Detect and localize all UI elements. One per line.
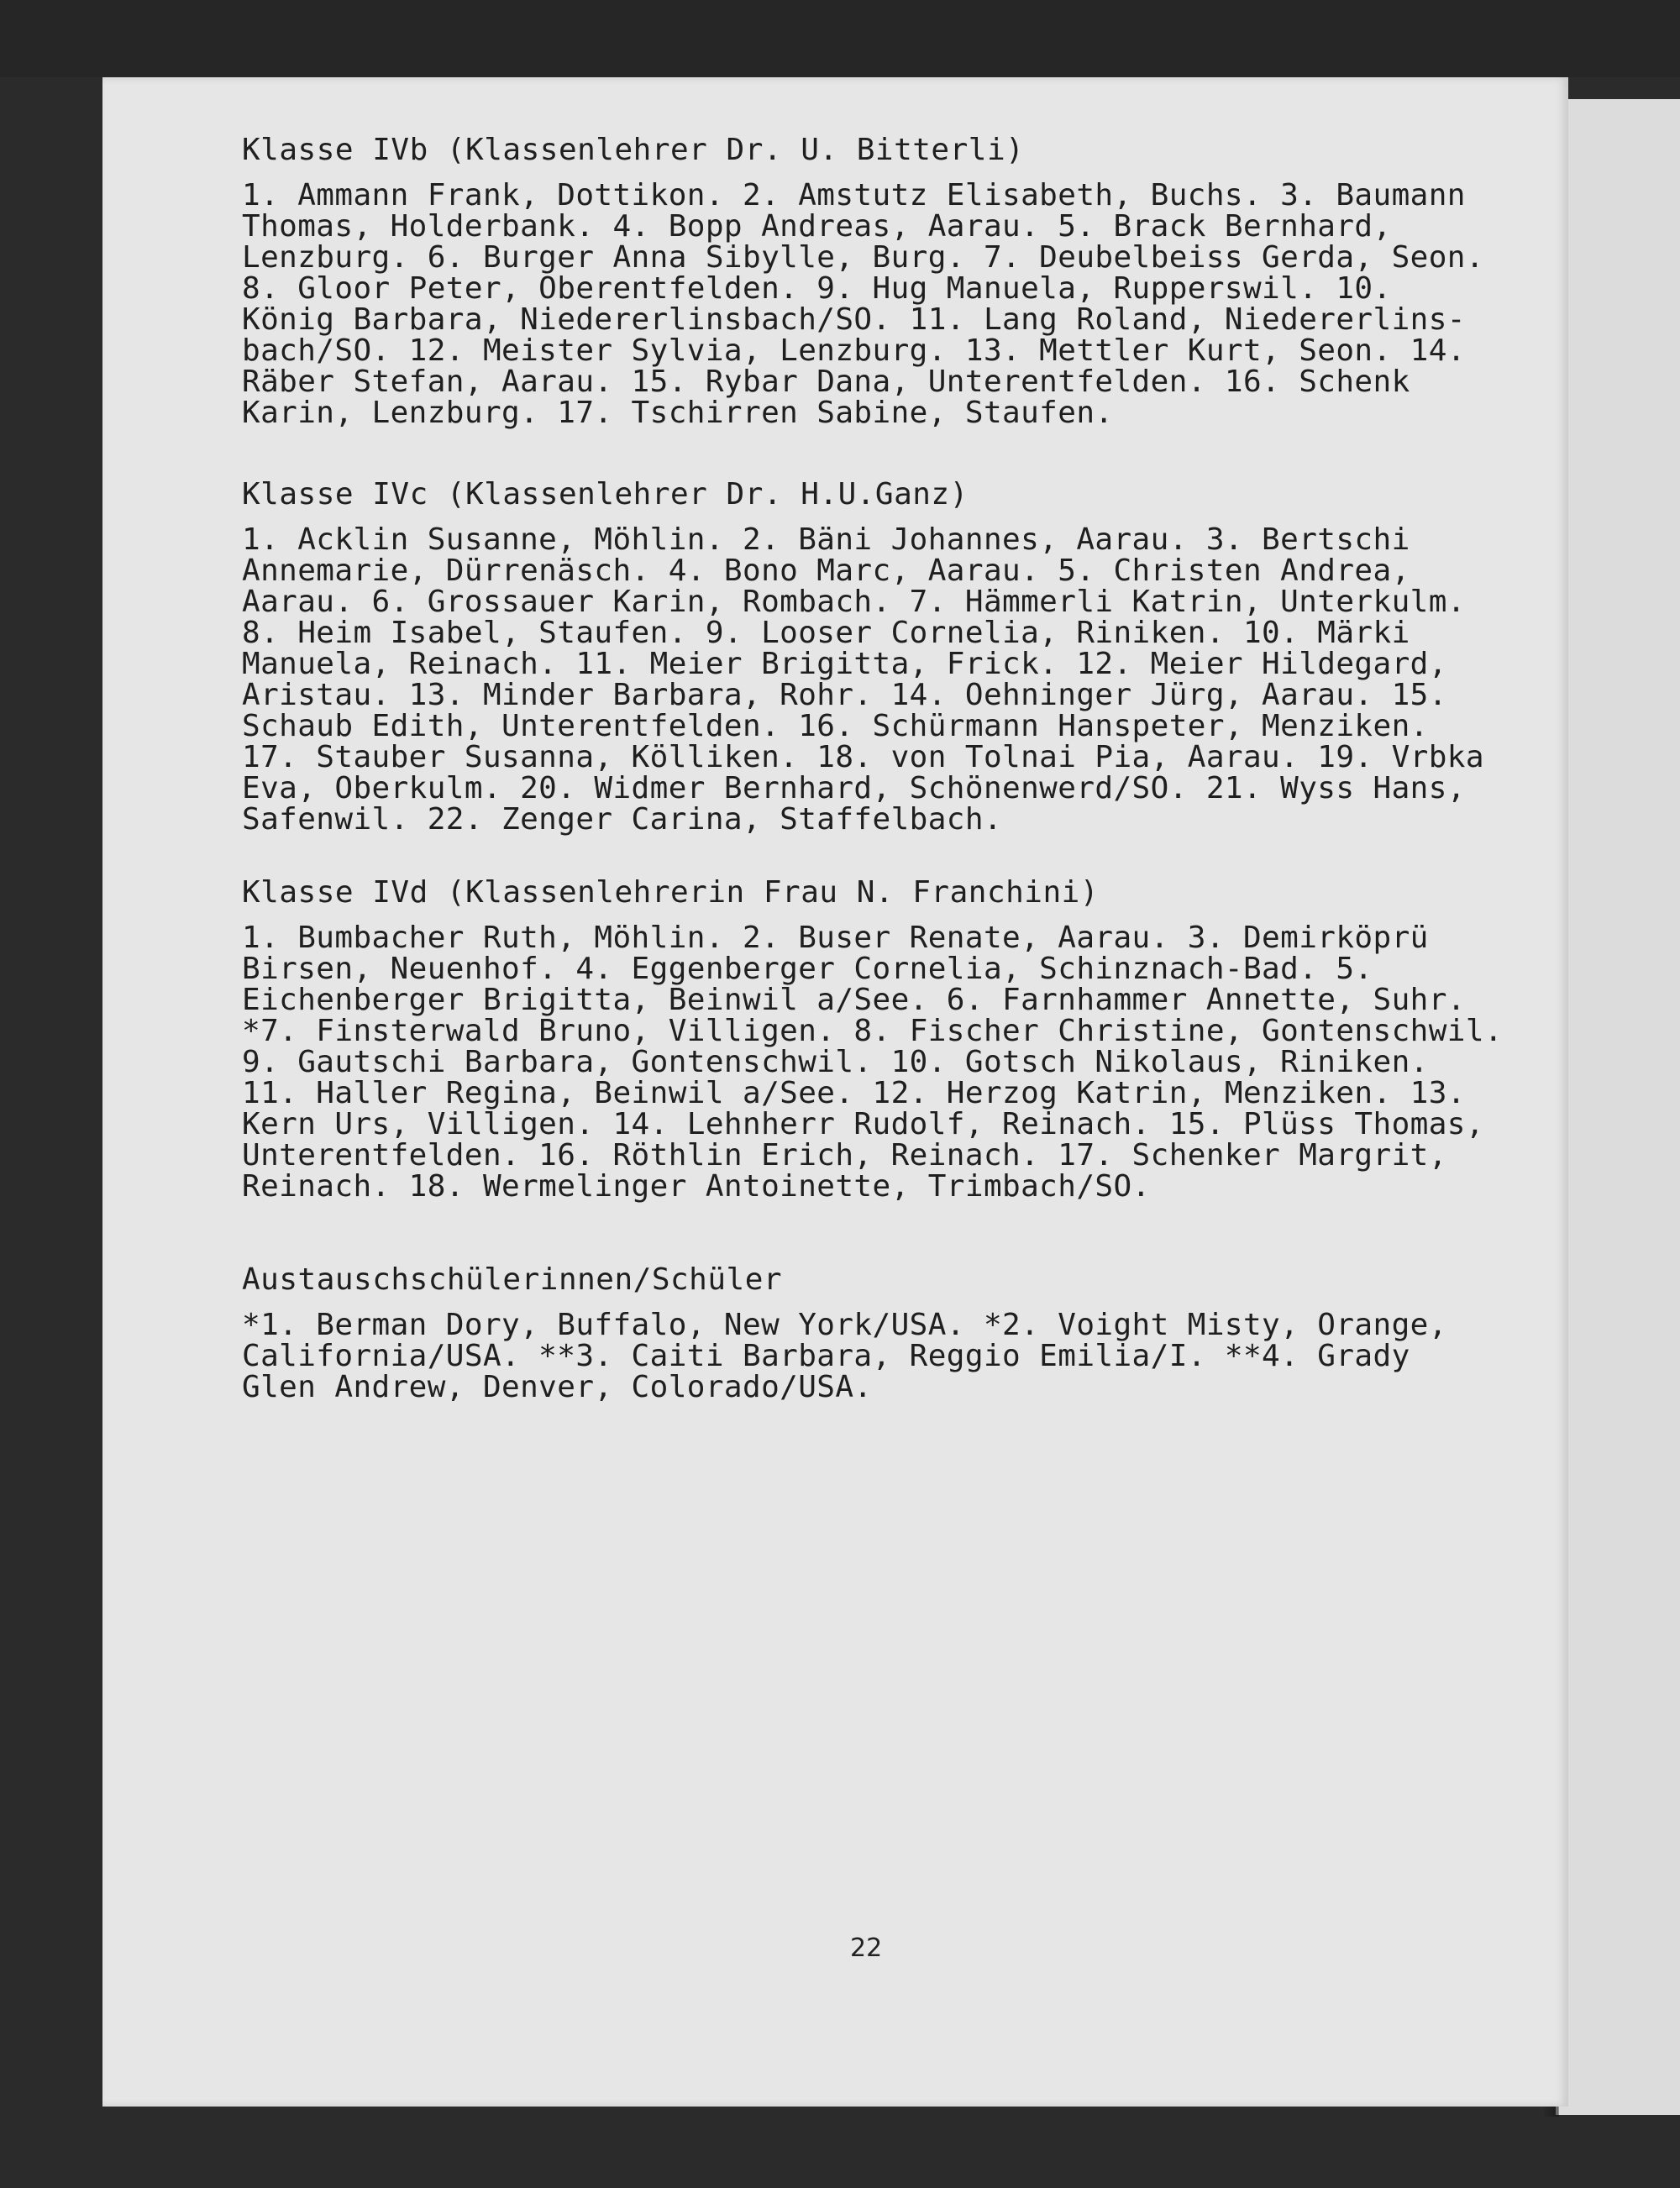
text-line: Manuela, Reinach. 11. Meier Brigitta, Frick. 12. Meier Hildegard, [242,647,1447,681]
text-line: Thomas, Holderbank. 4. Bopp Andreas, Aarau. 5. Brack Bernhard, [242,209,1392,244]
text-line: *7. Finsterwald Bruno, Villigen. 8. Fischer Christine, Gontenschwil. [242,1014,1504,1048]
text-line: König Barbara, Niedererlinsbach/SO. 11. Lang Roland, Niedererlins- [242,302,1466,337]
text-line: Aristau. 13. Minder Barbara, Rohr. 14. Oehninger Jürg, Aarau. 15. [242,678,1447,712]
text-line: Räber Stefan, Aarau. 15. Rybar Dana, Unterentfelden. 16. Schenk [242,365,1410,399]
adjacent-page-edge [1556,99,1680,2115]
page-number: 22 [850,1934,883,1963]
text-line: *1. Berman Dory, Buffalo, New York/USA. *2. Voight Misty, Orange, [242,1308,1447,1342]
text-line: Lenzburg. 6. Burger Anna Sibylle, Burg. 7. Deubelbeiss Gerda, Seon. [242,240,1484,275]
section-heading: Klasse IVc (Klassenlehrer Dr. H.U.Ganz) [242,477,969,512]
section-heading: Austauschschülerinnen/Schüler [242,1262,783,1297]
text-line: 1. Acklin Susanne, Möhlin. 2. Bäni Johannes, Aarau. 3. Bertschi [242,522,1410,557]
text-line: Reinach. 18. Wermelinger Antoinette, Trimbach/SO. [242,1169,1151,1204]
text-line: 8. Gloor Peter, Oberentfelden. 9. Hug Manuela, Rupperswil. 10. [242,271,1392,306]
text-line: 1. Ammann Frank, Dottikon. 2. Amstutz Elisabeth, Buchs. 3. Baumann [242,178,1466,213]
text-line: 11. Haller Regina, Beinwil a/See. 12. Herzog Katrin, Menziken. 13. [242,1076,1466,1110]
text-line: bach/SO. 12. Meister Sylvia, Lenzburg. 13. Mettler Kurt, Seon. 14. [242,333,1466,368]
text-line: Birsen, Neuenhof. 4. Eggenberger Cornelia, Schinznach-Bad. 5. [242,952,1373,986]
section-klasse-ivd [242,877,1503,1202]
text-line: Schaub Edith, Unterentfelden. 16. Schürmann Hanspeter, Menziken. [242,709,1429,743]
text-line: Karin, Lenzburg. 17. Tschirren Sabine, Staufen. [242,396,1114,430]
text-line: California/USA. **3. Caiti Barbara, Reggio Emilia/I. **4. Grady [242,1339,1410,1373]
scan-background-top [0,0,1680,77]
section-heading: Klasse IVd (Klassenlehrerin Frau N. Franchini) [242,875,1099,910]
section-klasse-ivc [242,479,1484,835]
text-line: 1. Bumbacher Ruth, Möhlin. 2. Buser Renate, Aarau. 3. Demirköprü [242,921,1429,955]
text-line: Eichenberger Brigitta, Beinwil a/See. 6. Farnhammer Annette, Suhr. [242,983,1466,1017]
text-line: Unterentfelden. 16. Röthlin Erich, Reinach. 17. Schenker Margrit, [242,1138,1447,1173]
text-line: 17. Stauber Susanna, Kölliken. 18. von Tolnai Pia, Aarau. 19. Vrbka [242,740,1484,774]
section-austauschschueler [242,1264,1447,1403]
text-line: Aarau. 6. Grossauer Karin, Rombach. 7. Hämmerli Katrin, Unterkulm. [242,585,1466,619]
text-line: Eva, Oberkulm. 20. Widmer Bernhard, Schönenwerd/SO. 21. Wyss Hans, [242,771,1466,805]
text-line: Glen Andrew, Denver, Colorado/USA. [242,1370,873,1404]
text-line: 8. Heim Isabel, Staufen. 9. Looser Cornelia, Riniken. 10. Märki [242,616,1410,650]
section-heading: Klasse IVb (Klassenlehrer Dr. U. Bitterli) [242,133,1025,167]
text-line: Kern Urs, Villigen. 14. Lehnherr Rudolf, Reinach. 15. Plüss Thomas, [242,1107,1484,1141]
text-line: Safenwil. 22. Zenger Carina, Staffelbach. [242,802,1003,837]
text-line: 9. Gautschi Barbara, Gontenschwil. 10. Gotsch Nikolaus, Riniken. [242,1045,1429,1079]
section-klasse-ivb [242,134,1484,428]
text-line: Annemarie, Dürrenäsch. 4. Bono Marc, Aarau. 5. Christen Andrea, [242,554,1410,588]
